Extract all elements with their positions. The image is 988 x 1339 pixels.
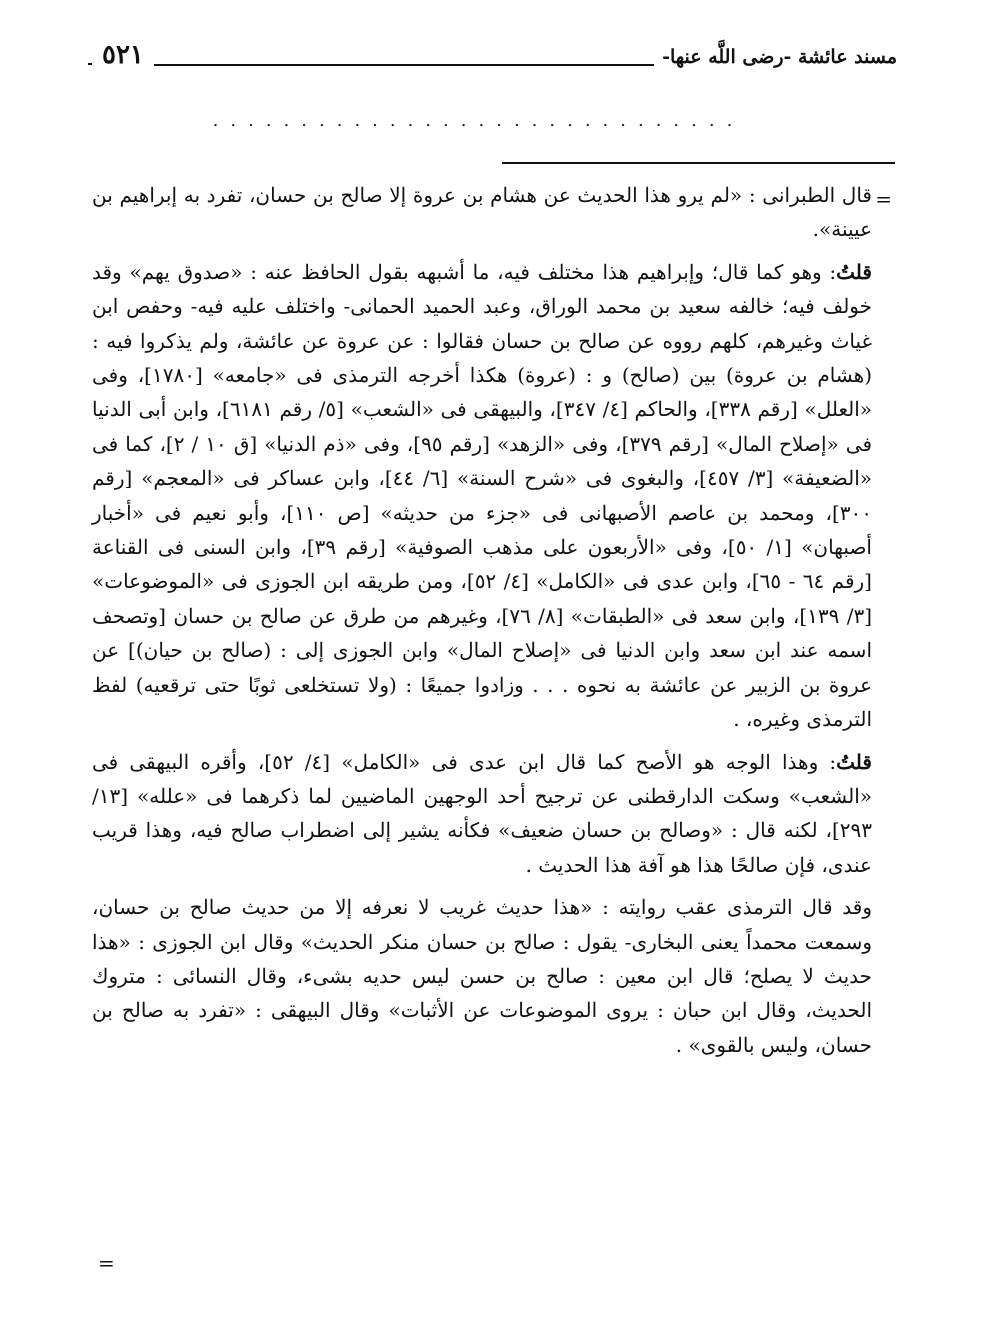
continuation-marker-bottom: = xyxy=(98,1250,115,1275)
paragraph-qultu-2 xyxy=(92,745,872,883)
qultu-label: قلتُ xyxy=(836,259,872,284)
qultu-label: قلتُ xyxy=(836,749,872,774)
paragraph-text: : وهو كما قال؛ وإبراهيم هذا مختلف فيه، ما أشبهه بقول الحافظ عنه : «صدوق يهم» وقد خولف فيه؛ خالفه سعيد بن محمد الوراق، وعبد الحميد الحمانى- واختلف عليه فيه- وحفص ابن غياث وغيرهم، كلهم رووه عن صالح بن حسان فقالوا : عن عروة عن عائشة، ولم يذكروا فيه : (هشام بن عروة) بين (صالح) و : (عروة) هكذا أخرجه الترمذى فى «جامعه» [١٧٨٠]، وفى «العلل» [رقم ٣٣٨]، والحاكم [٤/ ٣٤٧]، والبيهقى فى «الشعب» [٥/ رقم ٦١٨١]، وابن أبى الدنيا فى «إصلاح المال» [رقم ٣٧٩]، وفى «الزهد» [رقم ٩٥]، وفى «ذم الدنيا» [ق ١٠ / ٢]، كما فى «الضعيفة» [٣/ ٤٥٧]، والبغوى فى «شرح السنة» [٦/ ٤٤]، وابن عساكر فى «المعجم» [رقم ٣٠٠]، ومحمد بن عاصم الأصبهانى فى «جزء من حديثه» [ص ١١٠]، وأبو نعيم فى «أخبار أصبهان» [١/ ٥٠]، وفى «الأربعون على مذهب الصوفية» [رقم ٣٩]، وابن السنى فى القناعة [رقم ٦٤ - ٦٥]، وابن عدى فى «الكامل» [٤/ ٥٢]، ومن طريقه ابن الجوزى فى «الموضوعات» [٣/ ١٣٩]، وابن سعد فى «الطبقات» [٨/ ٧٦]، وغيرهم من طرق عن صالح بن حسان [وتصحف اسمه عند ابن سعد وابن الدنيا فى «إصلاح المال» وابن الجوزى إلى : (صالح بن حيان)] عن عروة بن الزبير عن عائشة به نحوه . . . وزادوا جميعًا : (ولا تستخلعى ثوبًا حتى ترقعيه) لفظ الترمذى وغيره، . xyxy=(92,259,873,732)
paragraph-text: : وهذا الوجه هو الأصح كما قال ابن عدى فى «الكامل» [٤/ ٥٢]، وأقره البيهقى فى «الشعب» وسكت الدارقطنى عن ترجيح أحد الوجهين الماضيين لما ذكرهما فى «علله» [١٣/ ٢٩٣]، لكنه قال : «وصالح بن حسان ضعيف» فكأنه يشير إلى اضطراب صالح فيه، وهذا قريب عندى، فإن صالحًا هذا هو آفة هذا الحديث . xyxy=(92,749,872,877)
separator-dots: .............................. xyxy=(212,110,745,130)
continuation-marker-top: = xyxy=(875,187,892,211)
running-title: مسند عائشة -رضى اللَّه عنها- xyxy=(654,46,897,68)
running-header xyxy=(92,40,897,80)
footnote-separator-rule xyxy=(502,162,895,164)
paragraph-qultu-1 xyxy=(92,255,872,737)
body-text xyxy=(92,178,892,1298)
page-number: ٥٢١ xyxy=(92,40,154,70)
paragraph-tirmidhi: وقد قال الترمذى عقب روايته : «هذا حديث غريب لا نعرفه إلا من حديث صالح بن حسان، وسمعت محمداً يعنى البخارى- يقول : صالح بن حسان منكر الحديث» وقال ابن الجوزى : «هذا حديث لا يصلح؛ قال ابن معين : صالح بن حسن ليس حديه بشىء، وقال النسائى : متروك الحديث، وقال ابن حبان : يروى الموضوعات عن الأثبات» وقال البيهقى : «تفرد به صالح بن حسان، وليس بالقوى» . xyxy=(92,895,872,1057)
paragraph-tabarani: قال الطبرانى : «لم يرو هذا الحديث عن هشام بن عروة إلا صالح بن حسان، تفرد به إبراهيم بن عيينة». xyxy=(92,183,872,242)
